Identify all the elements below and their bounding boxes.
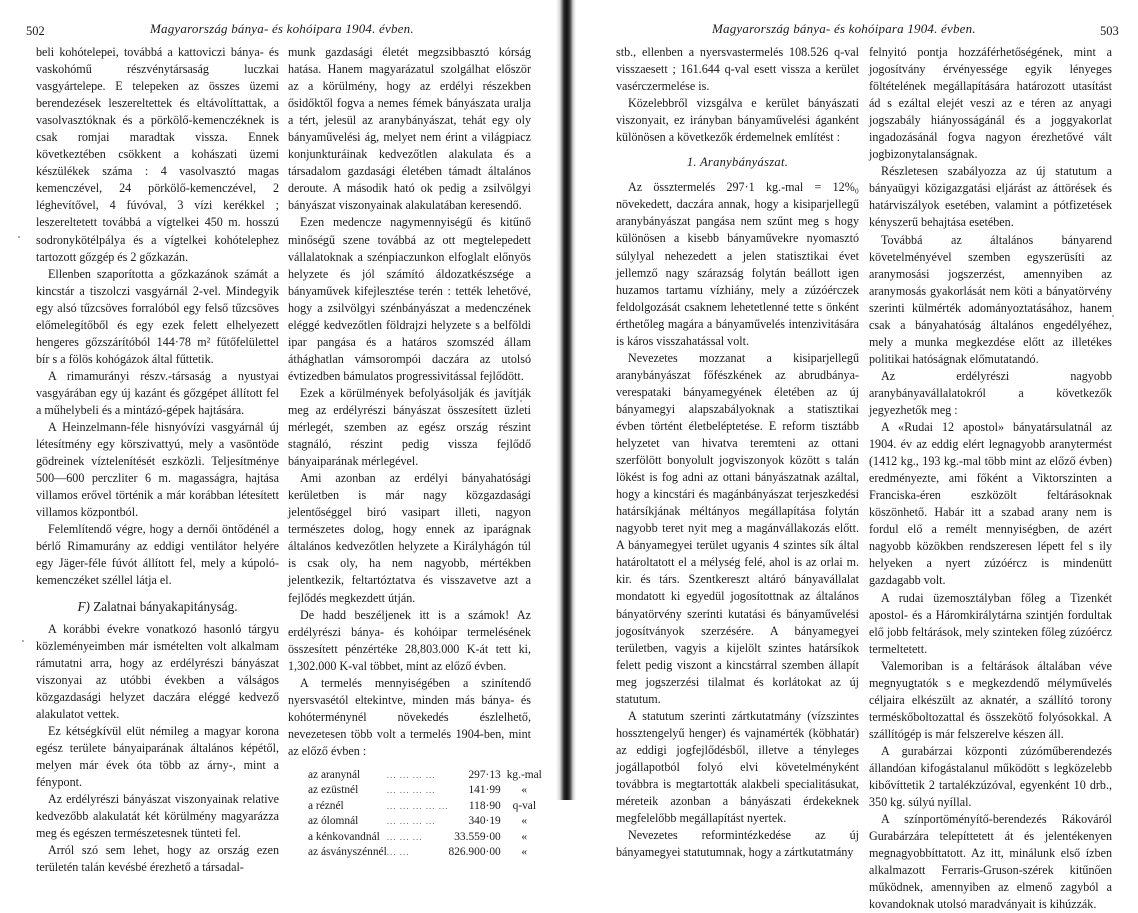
paragraph: beli kohótelepei, továbbá a kattoviczi bánya- és vaskohómű részvénytársaság luczkai vasgyártelepe. E telepeken az összes üzemi berendezések leszereltettek és eltávolíttattak, a vasolvasztóknak és a pörkölő-kemenczéknek is csak romjai maradtak vissza. Ennek következtében csökkent a kohászati üzemi készülékek száma : 4 vasolvasztó magas kemenczével, 24 pörkölő-kemenczével, 2 léghevítővel, 4 fúvóval, 3 vízi kerékkel ; leszereltetett továbbá a vígtelkei 450 m. hosszú sodronykötélpálya és a vígtelkei kohótelephez tartozott gőzgép és 2 gőzkazán. bbox=[36, 45, 279, 264]
paragraph: A statutum szerinti zártkutatmány (vízszintes hossztengelyű henger) és vajnamérték (köbhatár) az eddigi jogfejlődésből, illetve a tényleges jogállapotból folyó elvi követelményként továbbra is megtartották alakbeli specialitásukat, méreteik azonban a bányászati érdekeknek megfelelőbb megállapítást nyertek. bbox=[616, 708, 859, 826]
right-page-column-1 bbox=[616, 44, 859, 861]
paragraph: felnyitó pontja hozzáférhetőségének, mint a jogosítvány érvényessége egyik lényeges föltételének megállapítására határozott utasítást ád s ezáltal elejét veszi az e téren az anyagi jogszabály hiányosságánál és a joggyakorlat ingadozásánál fogva nagyon érezhetővé vált jogbizonytalanságnak. bbox=[869, 45, 1112, 162]
paragraph: A gurabárzai központi zúzóműberendezés állandóan kifogástalanul működött s legközelebb kibővíttetik 2 tartalékzúzóval, egyenként 10 drb., 350 kg. súlyú nyíllal. bbox=[869, 743, 1112, 810]
table-row bbox=[308, 845, 542, 860]
table-row bbox=[308, 799, 542, 814]
section-heading-text: Zalatnai bányakapitányság. bbox=[93, 598, 238, 614]
paragraph: Valemoriban is a feltárások általában véve megnyugtatók s e megkezdendő mélyművelés céljaira elkészült az aknatér, a szállító torony terméskőboltozattal és összekötő folyósokkal. A szállítógép is már felszerelve készen áll. bbox=[869, 658, 1112, 741]
row-unit: « bbox=[521, 815, 528, 828]
paragraph: A színportöményítő-berendezés Rákováról Gurabárzára telepíttetett át és jelentékenyen megnagyobbíttatott. Az itt, minálunk első ízben alkalmazott Ferraris-Gruson-szérek kitűnően működnek, amennyiben az elmenő zagyból a kovandoknak utolsó maradványait is kihúzzák. bbox=[869, 812, 1112, 912]
table-row bbox=[308, 768, 542, 783]
paragraph: Felemlítendő végre, hogy a dernői öntődénél a bérlő Rimamurány az eddigi ventilátor helyére egy Jäger-féle fúvót állított fel, mely a kúpoló-kemenczéket széllel látja el. bbox=[36, 522, 279, 588]
row-unit: « bbox=[521, 846, 528, 858]
paragraph: A rudai üzemosztályban főleg a Tizenkét apostol- és a Háromkirálytárna szintjén fordultak elő jobb feltárások, mely szinteken főleg zúzóércz termeltetett. bbox=[869, 590, 1112, 656]
production-increase-table bbox=[308, 768, 542, 860]
paragraph: stb., ellenben a nyersvastermelés 108.526 q-val visszaesett ; 161.644 q-val esett vissza a kerület vasérczermelése is. bbox=[616, 45, 859, 94]
left-page bbox=[0, 0, 568, 875]
left-page-column-2 bbox=[288, 44, 542, 860]
left-running-head: Magyarország bánya- és kohóipara 1904. évben. bbox=[150, 21, 414, 36]
row-value: 826.900·00 bbox=[448, 846, 501, 858]
paragraph: Továbbá az általános bányarend követelményével szemben egyszerüsíti az aranymosási jogszerzést, amennyiben az aranymosás gyakorlását nem köti a bányatörvény szerinti külmérték adományoztatásához, hanem csak a bányahatóság általános engedélyéhez, mely a munka megkezdése előtt az illetékes politikai hatóságnak előmutatandó. bbox=[869, 232, 1112, 366]
leader-dots: ... ... ... ... bbox=[386, 769, 436, 780]
row-value: 33.559·00 bbox=[454, 830, 501, 843]
paragraph: Az erdélyrészi nagyobb aranybányavállalatokról a következők jegyezhetők meg : bbox=[869, 368, 1112, 417]
row-label: a kénkovandnál bbox=[308, 830, 380, 843]
section-heading-letter: F) bbox=[77, 598, 90, 614]
paragraph: A Heinzelmann-féle hisnyóvízi vasgyárnál új létesítmény egy körszivattyú, mely a vasöntöde gödreinek víztelenítését eszközli. Teljesítménye 500—600 perczliter 6 m. magasságra, hajtása villamos erővel történik a már korábban létesített villamos központból. bbox=[36, 420, 279, 520]
row-unit: « bbox=[521, 830, 528, 843]
table-row bbox=[308, 814, 542, 829]
paragraph: A termelés mennyiségében a szinítendő nyersvasétól eltekintve, minden más bánya- és kohóterménynél növekedés észlelhető, nevezetesen több volt a termelés 1904-ben, mint az előző évben : bbox=[288, 675, 531, 758]
row-label: az aranynál bbox=[308, 768, 361, 781]
leader-dots: ... ... ... ... ... bbox=[386, 800, 449, 811]
paragraph: Arról szó sem lehet, hogy az ország ezen területén talán kevésbé érezhető a társadal- bbox=[36, 843, 279, 875]
left-page-number: 502 bbox=[26, 24, 45, 38]
paragraph: A rimamurányi részv.-társaság a nyustyai vasgyárában egy új kazánt és gőzgépet állított fel a műhelybeli és a mintázó-gépek hajtására. bbox=[36, 368, 279, 417]
paragraph: Nevezetes mozzanat a kisiparjellegű aranybányászat főfészkének az abrudbánya-verespataki bányamegyének életében az új bányamegyi alapszabályoknak a statisztikai évben történt életbeléptetése. E reform tisztább helyzetet van hivatva teremteni az ottani szerfölött bonyolult jogviszonyok között s talán lökést is fog adni az ottani bányászatnak azáltal, hogy a kincstári és magánbányászat terjeszkedési határsíkjának méltányos megállapítása folytán nagyobb teret nyit meg a magánvállakozás előtt. A bányamegyei terület ugyanis 4 szintes sík által határoltatott el a mélység felé, ahol is az orlai m. kir. és társ. Szentkereszt altáró bányavállalat mondatott ki egyedül jogosítottnak az általános bányatörvény szerinti kutatási és bányaművelési jogosítványok szerzésére. A bányamegyei területben, vagyis a kijelölt szintes határsíkok felett pedig viszont a kincstárral szemben állapít meg jogszerzési tilalmat és korlátokat az új statutum. bbox=[616, 350, 859, 706]
paragraph: Az erdélyrészi bányászat viszonyainak relative kedvezőbb alakulatát két körülmény magyarázza meg és egészen természetesnek tünteti fel. bbox=[36, 792, 279, 841]
row-unit: kg.-mal bbox=[506, 768, 542, 781]
scan-speck bbox=[520, 400, 522, 402]
left-page-column-1 bbox=[36, 44, 279, 876]
subsection-heading: 1. Aranybányászat. bbox=[686, 155, 789, 170]
row-label: az ólomnál bbox=[308, 815, 359, 828]
right-page-number: 503 bbox=[1100, 24, 1119, 38]
paragraph: Ezen medencze nagymennyiségű és kitűnő minőségű szene továbbá az ott megtelepedett vállalatoknak a szénpiaczunkon elfoglalt előnyös helyzete és jól számító áldozatkészsége a bányaművek kifejlesztése terén : tették lehetővé, hogy a zsilvölgyi szénbányászat a medenczének eléggé kedvezőtlen földrajzi helyzete s a belföldi ipar pangása és a határos szomszéd állam áthághatlan vámsorompói daczára az utolsó évtizedben bámulatos progressivitással fejlődött. bbox=[288, 215, 531, 383]
book-spine-gutter bbox=[556, 0, 576, 800]
row-unit: « bbox=[521, 784, 528, 797]
row-value: 297·13 bbox=[468, 768, 501, 781]
right-page bbox=[576, 0, 1138, 912]
leader-dots: ... ... ... bbox=[386, 831, 423, 842]
paragraph: Ez kétségkívül elüt némileg a magyar korona egész területe bányaiparának általános képétől, melyen már évek óta több az árny-, mint a fénypont. bbox=[36, 723, 279, 789]
paragraph: Közelebbről vizsgálva e kerület bányászati viszonyait, ez irányban bányaművelési áganként különösen a következők érdemelnek említést : bbox=[616, 96, 859, 145]
paragraph: A «Rudai 12 apostol» bányatársulatnál az 1904. év az eddig elért legnagyobb aranytermést (1412 kg., 193 kg.-mal több mint az előző évben) eredményezte, ami főként a Viktorszinten a Franciska-éren eszközölt feltárásoknak köszönhető. Habár itt a szabad arany nem is fordul elő a remélt mennyiségben, de azért nagyobb közökben rendszeresen lépett fel s ily helyeken a nyert zúzóércz is mindenütt gazdagabb volt. bbox=[869, 420, 1112, 588]
paragraph: Részletesen szabályozza az új statutum a bányaügyi közigazgatási eljárást az áttörések és határviszályok esetében, valamint a pótfizetések kényszerű behajtása esetében. bbox=[869, 164, 1112, 230]
leader-dots: ... ... ... ... bbox=[386, 816, 436, 827]
paragraph: Nevezetes reformintézkedése az új bányamegyei statutumnak, hogy a zártkutatmány bbox=[616, 828, 859, 860]
paragraph: Ami azonban az erdélyi bányahatósági kerületben is már nagy közgazdasági jelentőséggel biró vasipart illeti, nagyon természetes dolog, hogy ennek az iparágnak általános kedvezőtlen helyzete a Királyhágón túl is csak oly, ha nem nagyobb, mértékben jelentkezik, feltartóztatva és visszavetve azt a fejlődés megkezdett útján. bbox=[288, 471, 531, 605]
paragraph: munk gazdasági életét megzsibbasztó kórság hatása. Hanem magyarázatul szolgálhat először az a körülmény, hogy az erdélyi részekben ősidőktől fogva a nemes fémek bányászata uralja a tért, jelesül az aranybányászat, tehát egy oly bányaművelési ág, melyet nem érint a világpiacz konjunkturáinak kedvezőtlen alakulata és a társadalom gazdasági életében támadt általános deroute. A második ható ok pedig a zsilvölgyi bányászat viszonyainak alakulatában keresendő. bbox=[288, 45, 531, 213]
paragraph: Az össztermelés 297·1 kg.-mal = 12%₀ növekedett, daczára annak, hogy a kisiparjellegű aranybányászat pangása nem szűnt meg s hogy különösen a kisebb bányaművekre nyomasztó súlylyal nehezedett a jelen statisztikai évet jellemző nagy szárazság folytán beállott igen huzamos tartamu vízhiány, mely a zúzóérczek feldolgozását csaknem lehetetlenné tette s önként érthetőleg magára a bányaművelés intenzivitására is káros visszahatással volt. bbox=[616, 180, 859, 348]
row-label: az ásványszénnél bbox=[308, 846, 387, 858]
section-heading bbox=[36, 598, 279, 615]
right-running-head: Magyarország bánya- és kohóipara 1904. évben. bbox=[712, 21, 976, 36]
paragraph: Ezek a körülmények befolyásolják és javítják meg az erdélyrészi bányászat összesített üzleti mérlegét, szemben az egész ország részint stagnáló, részint pedig vissza fejlődő bányaiparának mérlegével. bbox=[288, 385, 531, 469]
row-value: 141·99 bbox=[468, 784, 501, 797]
table-row bbox=[308, 830, 542, 845]
scan-speck bbox=[1112, 315, 1114, 317]
scan-speck bbox=[18, 236, 20, 238]
leader-dots: ... ... ... ... bbox=[386, 785, 436, 796]
row-value: 118·90 bbox=[468, 799, 501, 812]
paragraph: De hadd beszéljenek itt is a számok! Az erdélyrészi bánya- és kohóipar termelésének összesített pénzértéke 28,803.000 K-át tett ki, 1,302.000 K-val többet, mint az előző évben. bbox=[288, 607, 531, 673]
table-row bbox=[308, 783, 542, 798]
leader-dots: ... ... bbox=[386, 847, 410, 857]
row-label: az ezüstnél bbox=[308, 784, 359, 797]
paragraph: Ellenben szaporította a gőzkazánok számát a kincstár a tiszolczi vasgyárnál 2-vel. Mindegyik egy alsó tűzcsöves forralóból egy felső tűzcsöves előmelegítőből és egy ezek felett elhelyezett hengeres gőzszárítóból 144·78 m² fűtőfelülettel bír s a fölös kohógázok által fűttetik. bbox=[36, 266, 279, 366]
scan-speck bbox=[22, 640, 24, 642]
row-label: a réznél bbox=[308, 799, 344, 812]
right-page-column-2 bbox=[869, 44, 1112, 913]
paragraph: A korábbi évekre vonatkozó hasonló tárgyu közleményeimben már ismételten volt alkalmam rámutatni arra, hogy az erdélyrészi bányászat viszonyai az utóbbi években a válságos közgazdasági helyzet daczára eléggé kedvező alakulatot vettek. bbox=[36, 621, 279, 721]
row-value: 340·19 bbox=[468, 815, 501, 828]
row-unit: q-val bbox=[512, 799, 536, 812]
